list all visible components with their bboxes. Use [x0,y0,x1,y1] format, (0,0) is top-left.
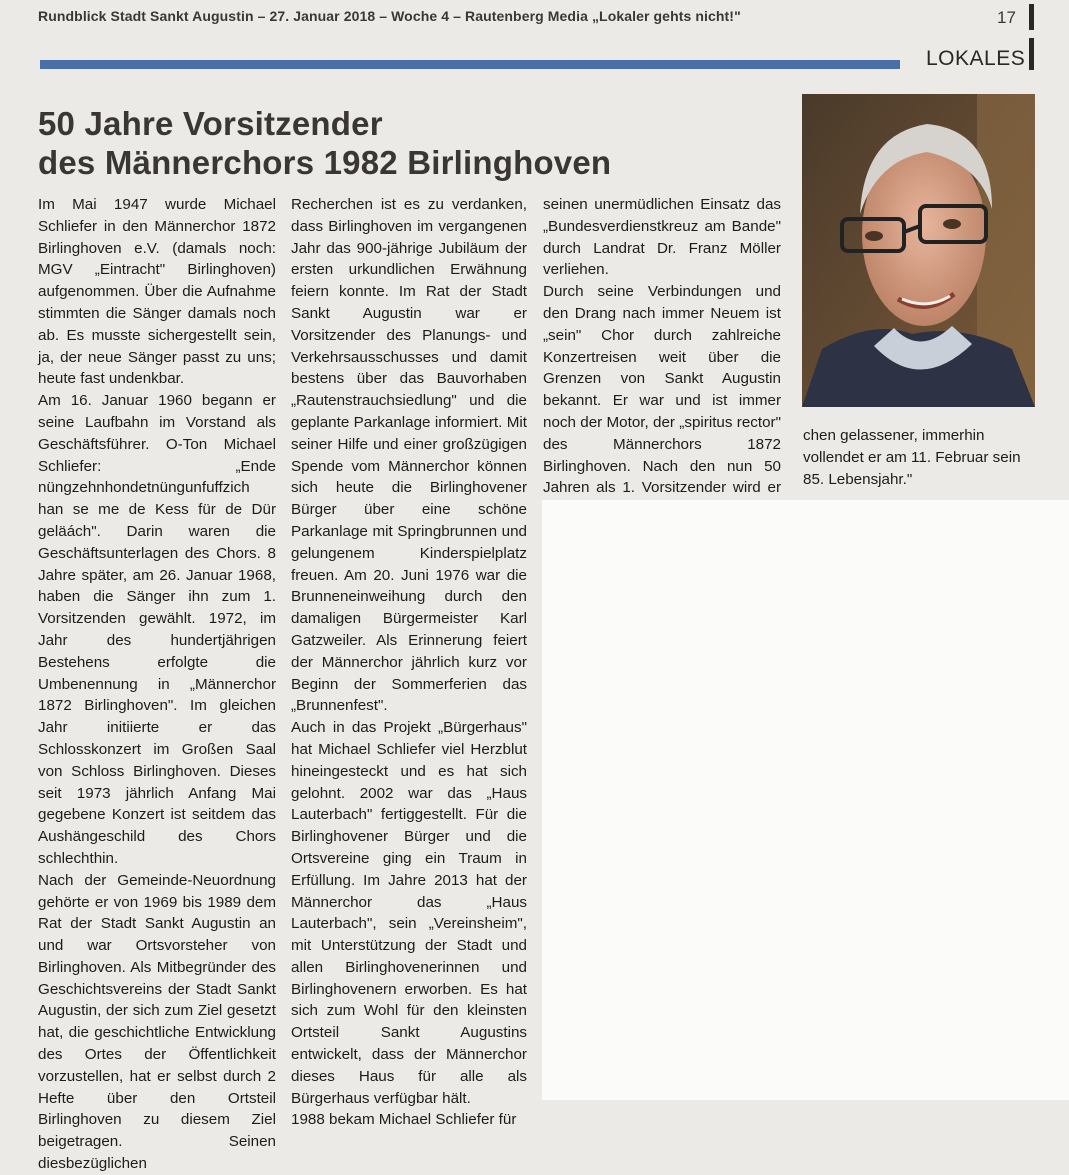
paragraph: 1988 bekam Michael Schliefer für [291,1111,517,1129]
section-rule [40,60,900,69]
article-column-4 [803,425,1035,490]
article-column-3 [543,194,781,521]
paragraph: Auch in das Projekt „Bürgerhaus" hat Michael Schliefer viel Herzblut hineingesteckt und es hat sich gelohnt. 2002 war das „Haus Lauterbach" fertiggestellt. Für die Birlinghovener Bürger und die Ortsvereine ging ein Traum in Erfüllung. Im Jahre 2013 hat der Männerchor das „Haus Lauterbach", sein „Vereinsheim", mit Unterstützung der Stadt und allen Birlinghovenerinnen und Birlinghovenern erworben. Es hat sich zum Wohl für den kleinsten Ortsteil Sankt Augustins entwickelt, dass der Männerchor dieses Haus für alle als Bürgerhaus verfügbar hält. [291,719,527,1107]
page-number: 17 [997,8,1016,27]
blank-page-area [542,500,1069,1100]
portrait-photo [802,94,1035,407]
section-bar [1029,38,1034,70]
paragraph: Recherchen ist es zu verdanken, dass Birlinghoven im vergangenen Jahr das 900-jährige Jubiläum der ersten urkundlichen Erwähnung feiern konnte. Im Rat der Stadt Sankt Augustin war er Vorsitzender des Planungs- und Verkehrsausschusses und damit bestens über das Bauvorhaben „Rautenstrauchsiedlung" und die geplante Parkanlage informiert. Mit seiner Hilfe und einer großzügigen Spende vom Männerchor können sich heute die Birlinghovener Bürger über eine schöne Parkanlage mit Springbrunnen und gelungenem Kinderspielplatz freuen. Am 20. Juni 1976 war die Brunneneinweihung durch den damaligen Bürgermeister Karl Gatzweiler. Als Erinnerung feiert der Männerchor jährlich kurz vor Beginn der Sommerferien das „Brunnenfest". [291,196,527,715]
paragraph: seinen unermüdlichen Einsatz das „Bundesverdienstkreuz am Bande" durch Landrat Dr. Franz Möller verliehen. [543,196,781,279]
section-label: LOKALES [926,47,1026,70]
article-column-2 [291,194,527,1131]
paragraph: Im Mai 1947 wurde Michael Schliefer in den Männerchor 1872 Birlinghoven e.V. (damals noch: MGV „Eintracht" Birlinghoven) aufgenommen. Über die Aufnahme stimmten die Sänger damals noch ab. Es musste sichergestellt sein, ja, der neue Sänger passt zu uns; heute fast undenkbar. [38,196,276,388]
headline-line-2: des Männerchors 1982 Birlinghoven [38,144,612,181]
paragraph: Am 16. Januar 1960 begann er seine Laufbahn im Vorstand als Geschäftsführer. O-Ton Michael Schliefer: „Ende nüngzehnhondetnüngunfuffzich han se me de Kess für de Dür geläách". Darin waren die Geschäftsunterlagen des Chors. 8 Jahre später, am 26. Januar 1968, haben die Sänger ihn zum 1. Vorsitzenden gewählt. 1972, im Jahr des hundertjährigen Bestehens erfolgte die Umbenennung in „Männerchor 1872 Birlinghoven". Im gleichen Jahr initiierte er das Schlosskonzert im Großen Saal von Schloss Birlinghoven. Dieses seit 1973 jährlich Anfang Mai gegebene Konzert ist seitdem das Aushängeschild des Chors schlechthin. [38,392,276,867]
paragraph: Durch seine Verbindungen und den Drang nach immer Neuem ist „sein" Chor durch zahlreiche Konzertreisen weit über die Grenzen von Sankt Augustin bekannt. Er war und ist immer noch der Motor, der „spiritus rector" des Männerchors 1872 Birlinghoven. Nach den nun 50 Jahren als 1. Vorsitzender wird er [543,283,781,497]
paragraph: Nach der Gemeinde-Neuordnung gehörte er von 1969 bis 1989 dem Rat der Stadt Sankt Augustin an und war Ortsvorsteher von Birlinghoven. Als Mitbegründer des Geschichtsvereins der Stadt Sankt Augustin, der sich zum Ziel gesetzt hat, die geschichtliche Entwicklung des Ortes der Öffentlichkeit vorzustellen, hat er selbst durch 2 Hefte über den Ortsteil Birlinghoven zu diesem Ziel beigetragen. Seinen diesbezüglichen [38,871,276,1173]
headline-line-1: 50 Jahre Vorsitzender [38,105,383,142]
article-headline [38,104,778,182]
masthead: Rundblick Stadt Sankt Augustin – 27. Januar 2018 – Woche 4 – Rautenberg Media „Lokaler gehts nicht!" [38,8,741,24]
page-number-bar [1029,4,1034,30]
article-column-1 [38,194,276,1175]
paragraph: chen gelassener, immerhin vollendet er am 11. Februar sein 85. Lebensjahr." [803,427,1021,488]
